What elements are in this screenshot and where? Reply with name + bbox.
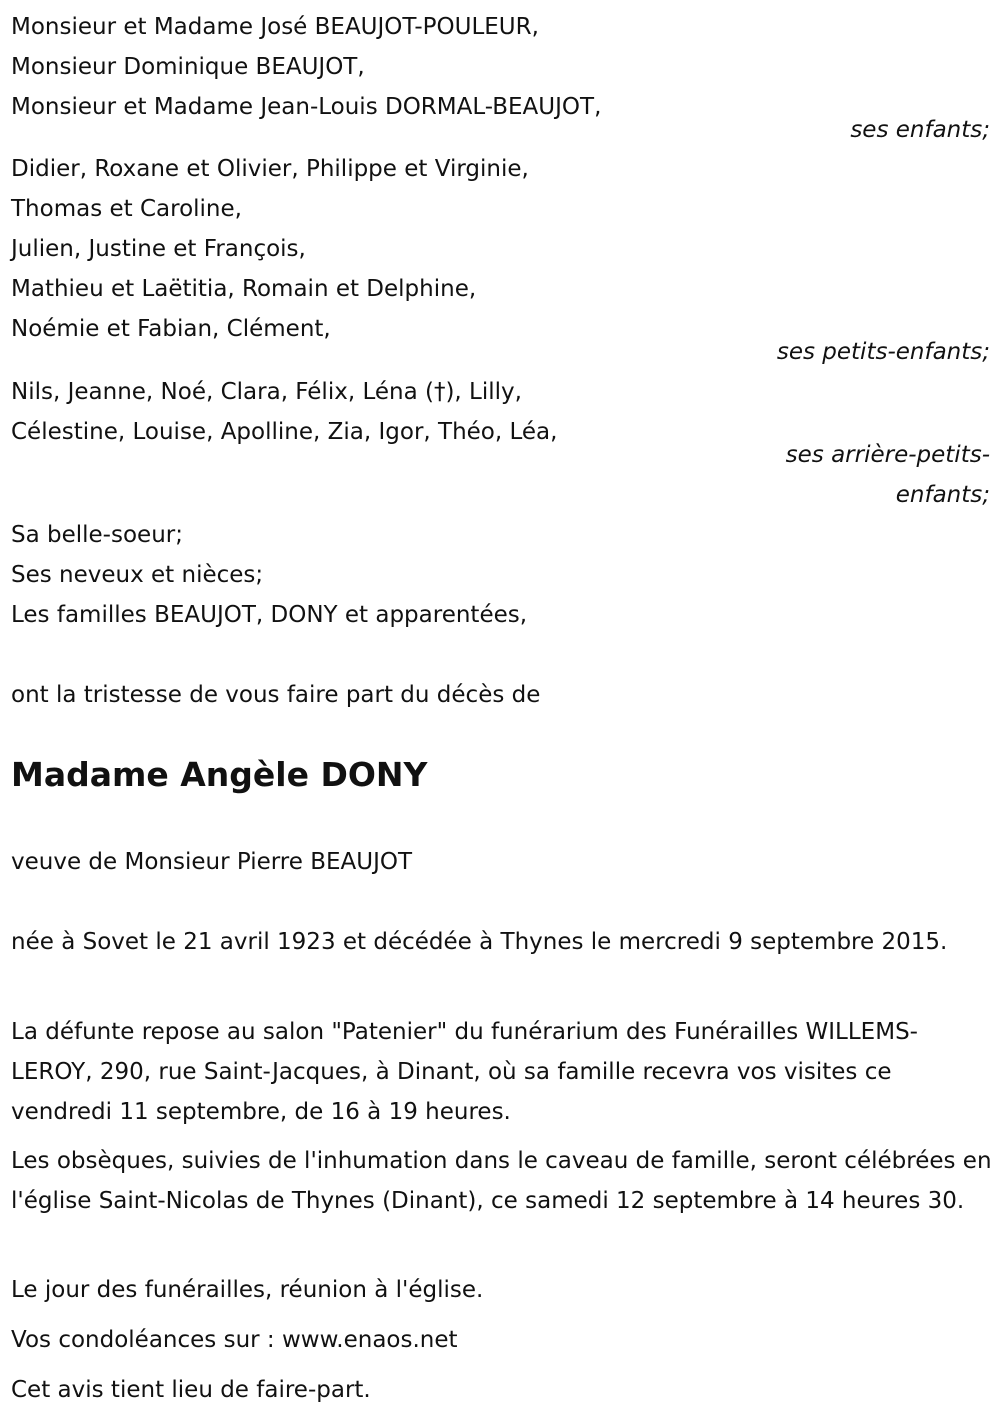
visitation-paragraph: La défunte repose au salon "Patenier" du funérarium des Funérailles WILLEMS-LEROY, 290, rue Saint-Jacques, à Dinant, où sa famille recevra vos visites ce vendredi 11 septembre, de 16 à 19 heures. (11, 1019, 918, 1125)
list-item: Monsieur et Madame José BEAUJOT-POULEUR, (11, 14, 539, 40)
funeral-paragraph: Les obsèques, suivies de l'inhumation dans le caveau de famille, seront célébrées en l'église Saint-Nicolas de Thynes (Dinant), ce samedi 12 septembre à 14 heures 30. (11, 1148, 992, 1214)
list-item: Mathieu et Laëtitia, Romain et Delphine, (11, 276, 477, 302)
meeting-paragraph: Le jour des funérailles, réunion à l'église. (11, 1277, 484, 1303)
list-item: Sa belle-soeur; (11, 522, 183, 548)
great-grandchildren-label: ses arrière-petits-enfants; (785, 442, 990, 508)
list-item: Didier, Roxane et Olivier, Philippe et Virginie, (11, 156, 529, 182)
list-item: Noémie et Fabian, Clément, (11, 316, 331, 342)
children-label: ses enfants; (850, 117, 990, 143)
announcement: ont la tristesse de vous faire part du décès de (11, 682, 541, 708)
birth-death-paragraph: née à Sovet le 21 avril 1923 et décédée à Thynes le mercredi 9 septembre 2015. (11, 929, 948, 955)
widow-of: veuve de Monsieur Pierre BEAUJOT (11, 849, 413, 875)
list-item: Julien, Justine et François, (11, 236, 306, 262)
list-item: Les familles BEAUJOT, DONY et apparentées, (11, 602, 528, 628)
list-item: Nils, Jeanne, Noé, Clara, Félix, Léna (†), Lilly, (11, 379, 522, 405)
list-item: Monsieur Dominique BEAUJOT, (11, 54, 365, 80)
list-item: Ses neveux et nièces; (11, 562, 264, 588)
list-item: Thomas et Caroline, (11, 196, 242, 222)
children-list (11, 7, 991, 127)
list-item: Monsieur et Madame Jean-Louis DORMAL-BEAUJOT, (11, 94, 602, 120)
grandchildren-list (11, 149, 991, 349)
list-item: Célestine, Louise, Apolline, Zia, Igor, Théo, Léa, (11, 419, 558, 445)
other-family-list (11, 515, 991, 635)
deceased-name: Madame Angèle DONY (11, 755, 428, 794)
condolences-paragraph: Vos condoléances sur : www.enaos.net (11, 1327, 458, 1353)
grandchildren-label: ses petits-enfants; (776, 339, 990, 365)
notice-paragraph: Cet avis tient lieu de faire-part. (11, 1377, 371, 1403)
